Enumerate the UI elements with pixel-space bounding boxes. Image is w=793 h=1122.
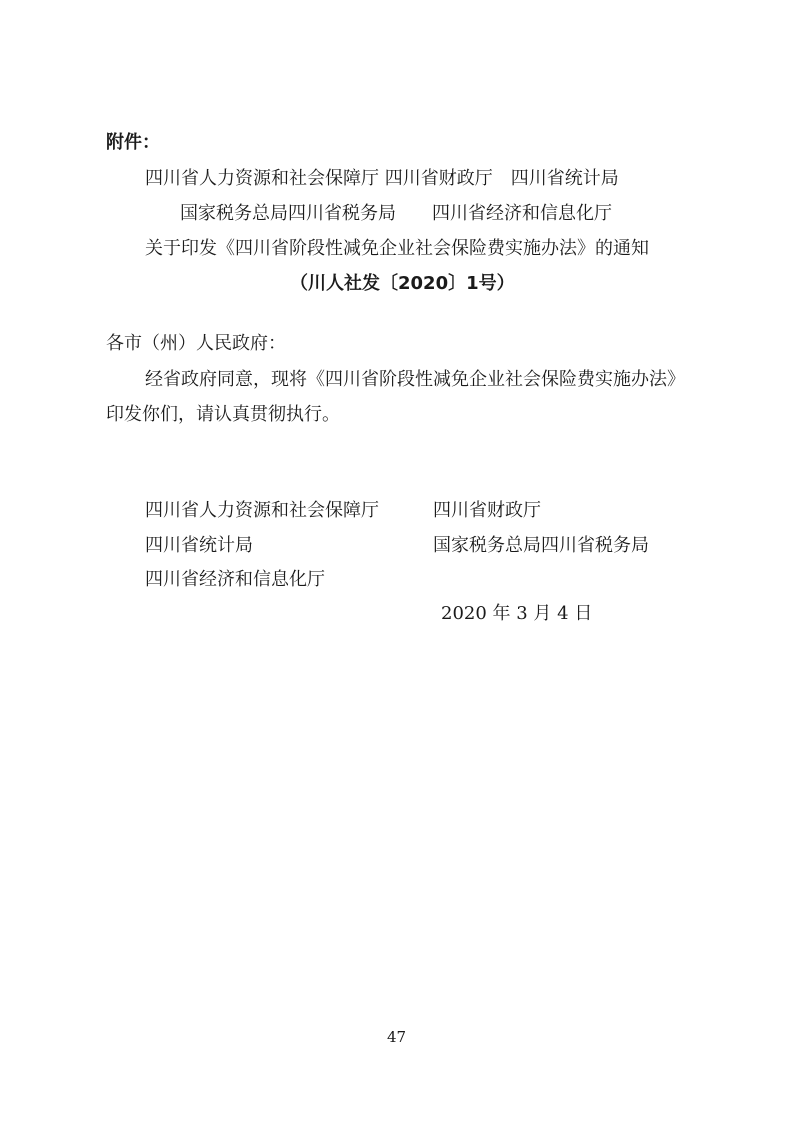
notice-title: 关于印发《四川省阶段性减免企业社会保险费实施办法》的通知	[145, 238, 649, 259]
issuers-line-1: 四川省人力资源和社会保障厅 四川省财政厅 四川省统计局	[145, 168, 619, 189]
body-paragraph-line-2: 印发你们，请认真贯彻执行。	[106, 404, 340, 425]
signature-hrss: 四川省人力资源和社会保障厅	[145, 500, 379, 521]
signature-economy: 四川省经济和信息化厅	[145, 569, 325, 590]
attachment-label: 附件：	[106, 132, 160, 153]
page-number: 47	[386, 1028, 407, 1046]
salutation: 各市（州）人民政府：	[106, 333, 286, 354]
signature-statistics: 四川省统计局	[145, 535, 253, 556]
signature-tax: 国家税务总局四川省税务局	[433, 535, 649, 556]
document-date: 2020 年 3 月 4 日	[441, 603, 593, 624]
issuers-line-2: 国家税务总局四川省税务局 四川省经济和信息化厅	[180, 203, 612, 224]
document-number: （川人社发〔2020〕1号）	[290, 273, 515, 294]
signature-finance: 四川省财政厅	[433, 500, 541, 521]
body-paragraph-line-1: 经省政府同意，现将《四川省阶段性减免企业社会保险费实施办法》	[145, 369, 685, 390]
